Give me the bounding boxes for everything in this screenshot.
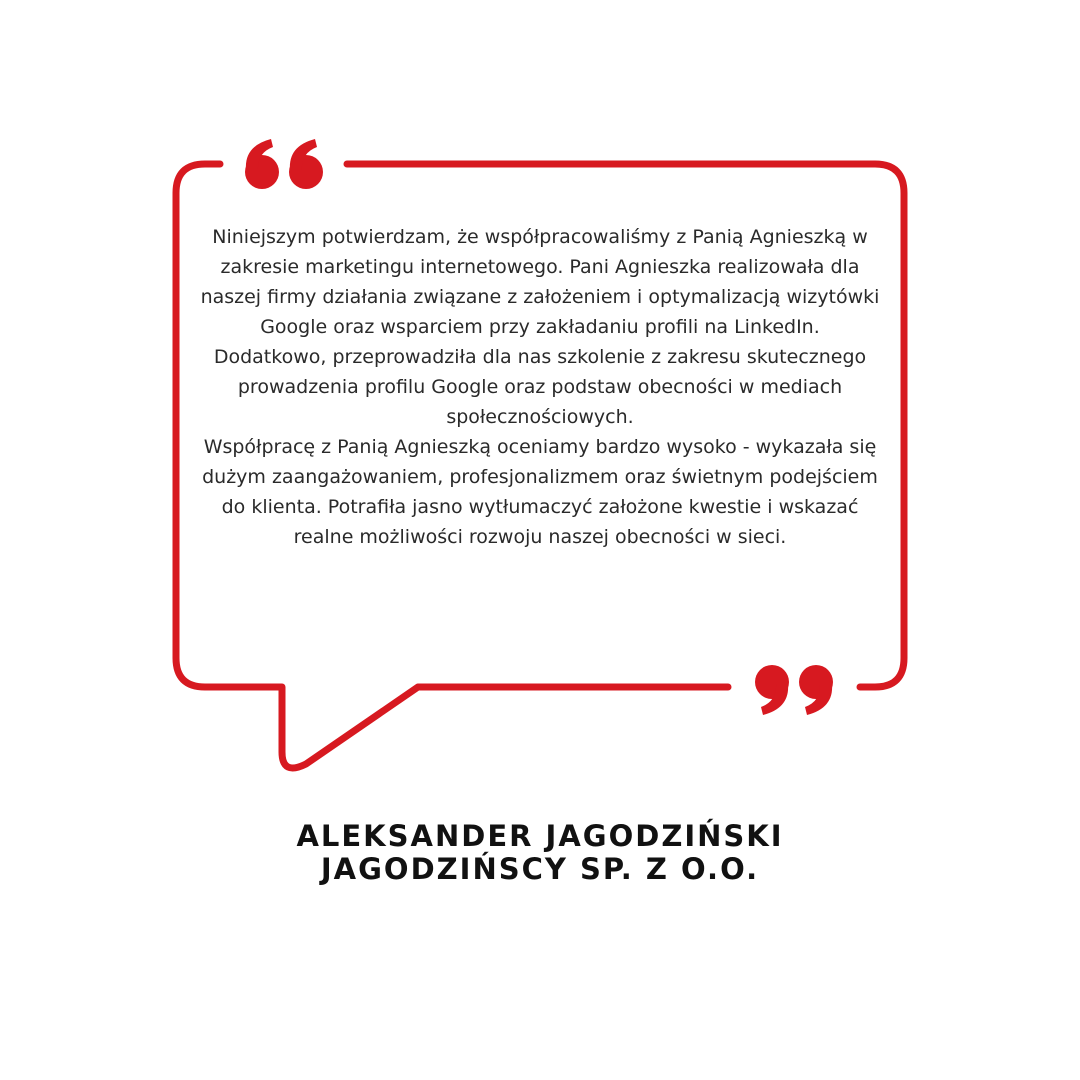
opening-quote-icon (245, 139, 323, 189)
author-company: JAGODZIŃSCY SP. Z O.O. (320, 852, 760, 886)
testimonial-text (190, 222, 890, 552)
author-block (0, 820, 1080, 886)
testimonial-paragraph: Niniejszym potwierdzam, że współpracowaliśmy z Panią Agnieszką w zakresie marketingu internetowego. Pani Agnieszka realizowała dla naszej firmy działania związane z założeniem i optymalizacją wizytówki Google oraz wsparciem przy zakładaniu profili na LinkedIn. (200, 226, 880, 338)
testimonial-paragraph: Dodatkowo, przeprowadziła dla nas szkolenie z zakresu skutecznego prowadzenia profilu Google oraz podstaw obecności w mediach społecznościowych. (213, 346, 867, 428)
testimonial-paragraph: Współpracę z Panią Agnieszką oceniamy bardzo wysoko - wykazała się dużym zaangażowaniem, profesjonalizmem oraz świetnym podejściem do klienta. Potrafiła jasno wytłumaczyć założone kwestie i wskazać realne możliwości rozwoju naszej obecności w sieci. (202, 436, 878, 548)
author-name: ALEKSANDER JAGODZIŃSKI (296, 819, 784, 853)
closing-quote-icon (755, 665, 833, 715)
